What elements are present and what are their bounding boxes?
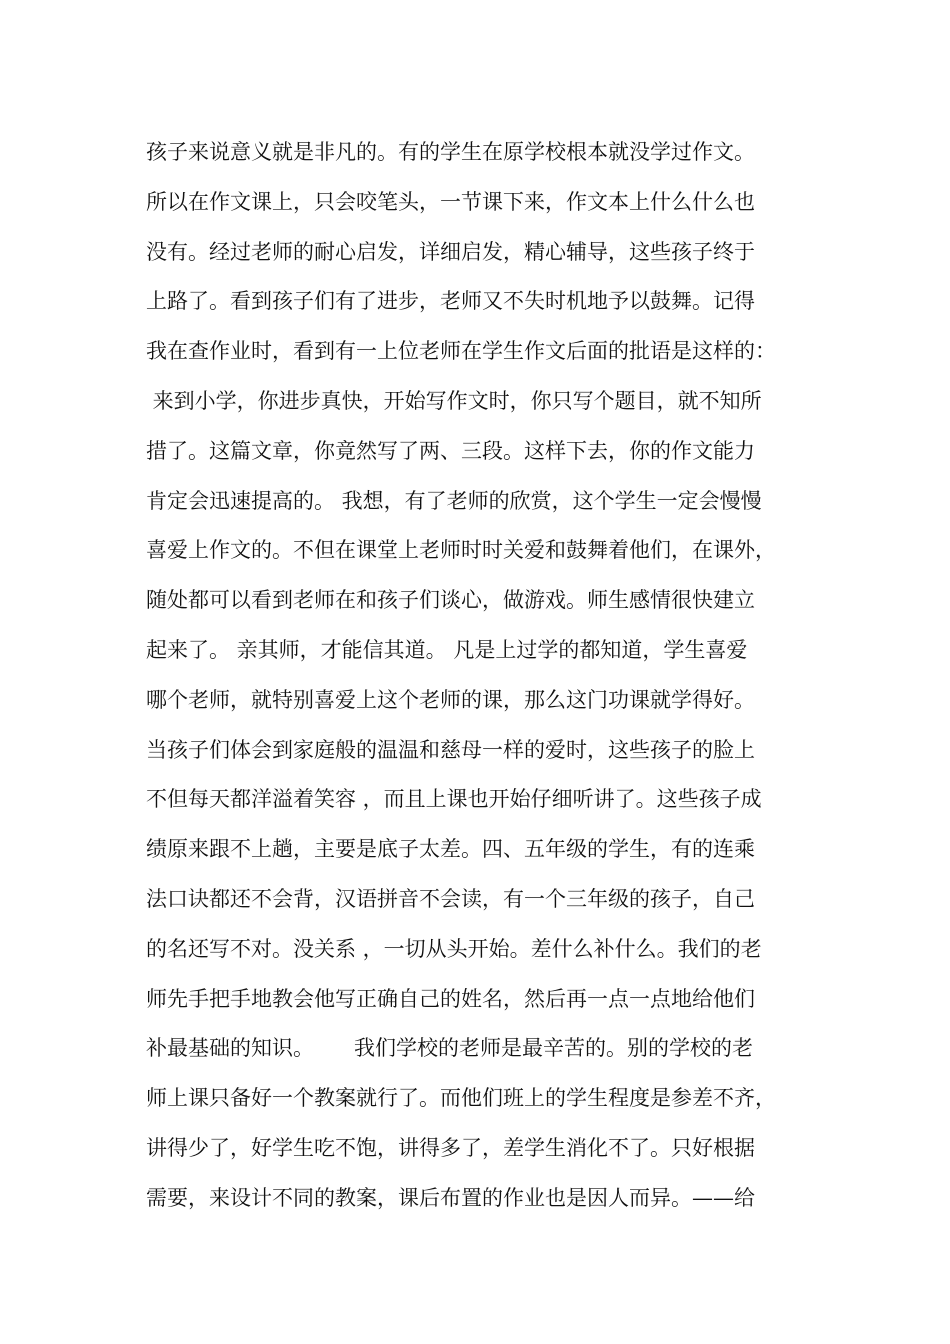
text-line: 法口诀都还不会背，汉语拼音不会读，有一个三年级的孩子，自己 — [146, 886, 755, 911]
text-line: 随处都可以看到老师在和孩子们谈心，做游戏。师生感情很快建立 — [146, 588, 755, 613]
text-line: 喜爱上作文的。不但在课堂上老师时时关爱和鼓舞着他们，在课外， — [146, 538, 776, 563]
text-line: 措了。这篇文章，你竟然写了两、三段。这样下去，你的作文能力 — [146, 438, 755, 463]
text-line: 所以在作文课上，只会咬笔头，一节课下来，作文本上什么什么也 — [146, 189, 755, 214]
text-line: 上路了。看到孩子们有了进步，老师又不失时机地予以鼓舞。记得 — [146, 289, 755, 314]
text-line: 讲得少了，好学生吃不饱，讲得多了，差学生消化不了。只好根据 — [146, 1135, 755, 1160]
text-line: 补最基础的知识。 我们学校的老师是最辛苦的。别的学校的老 — [146, 1036, 754, 1061]
text-line: 师先手把手地教会他写正确自己的姓名，然后再一点一点地给他们 — [146, 986, 755, 1011]
text-line: 我在查作业时，看到有一上位老师在学生作文后面的批语是这样的： — [146, 339, 776, 364]
text-line: 来到小学，你进步真快，开始写作文时，你只写个题目，就不知所 — [146, 388, 762, 413]
text-line: 师上课只备好一个教案就行了。而他们班上的学生程度是参差不齐， — [146, 1086, 776, 1111]
text-line: 起来了。 亲其师，才能信其道。 凡是上过学的都知道，学生喜爱 — [146, 637, 748, 662]
text-line: 当孩子们体会到家庭般的温温和慈母一样的爱时，这些孩子的脸上 — [146, 737, 755, 762]
body-text — [146, 128, 826, 1224]
text-line: 孩子来说意义就是非凡的。有的学生在原学校根本就没学过作文。 — [146, 140, 755, 164]
text-line: 不但每天都洋溢着笑容 ，而且上课也开始仔细听讲了。这些孩子成 — [146, 787, 762, 812]
text-line: 肯定会迅速提高的。 我想，有了老师的欣赏，这个学生一定会慢慢 — [146, 488, 762, 513]
text-line: 绩原来跟不上趟，主要是底子太差。四、五年级的学生，有的连乘 — [146, 837, 755, 862]
text-line: 哪个老师，就特别喜爱上这个老师的课，那么这门功课就学得好。 — [146, 687, 755, 712]
text-line: 需要，来设计不同的教案，课后布置的作业也是因人而异。——给 — [146, 1185, 755, 1210]
text-line: 的名还写不对。没关系 ，一切从头开始。差什么补什么。我们的老 — [146, 936, 762, 961]
text-line: 没有。经过老师的耐心启发，详细启发，精心辅导，这些孩子终于 — [146, 239, 755, 264]
